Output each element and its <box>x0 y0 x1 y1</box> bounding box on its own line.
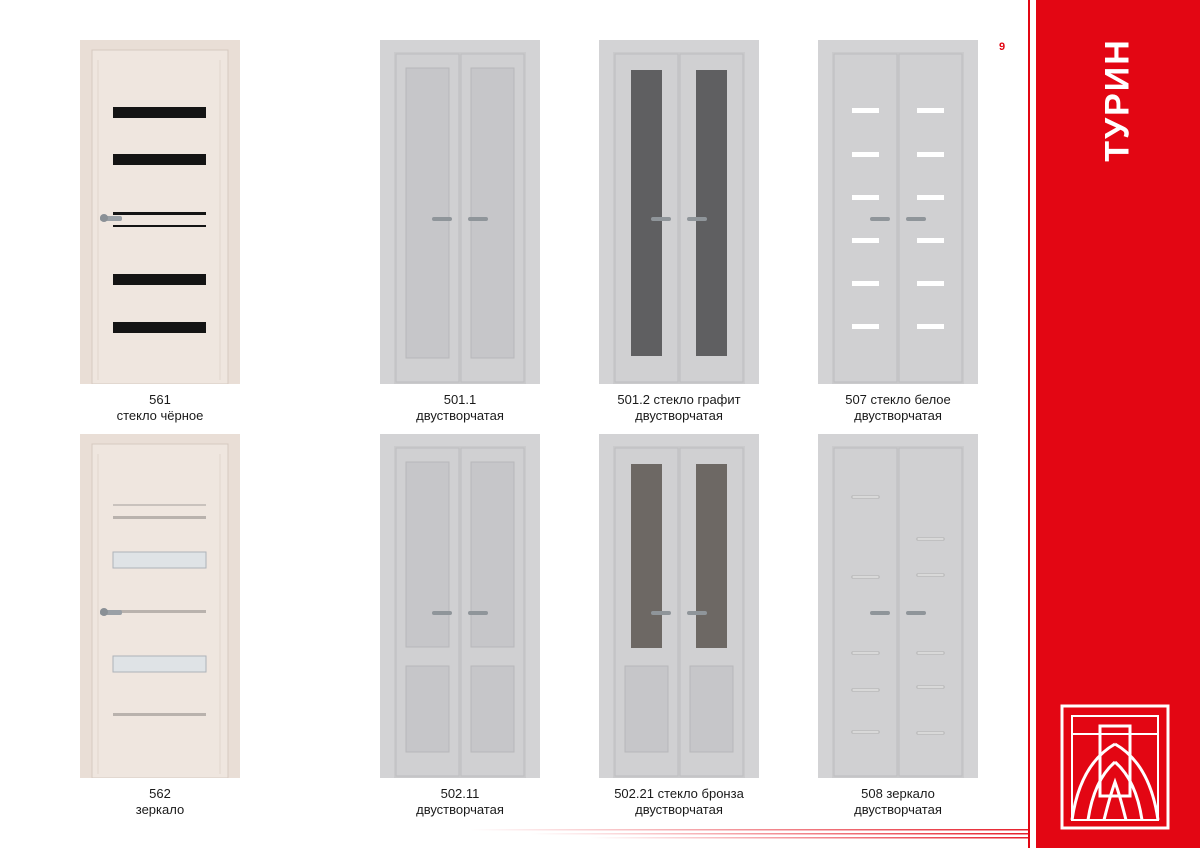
door-model-501-2: 501.2 стекло графит <box>617 392 741 407</box>
door-model-561: 561 <box>149 392 171 407</box>
door-caption-502-11 <box>340 786 580 818</box>
door-model-508: 508 зеркало <box>861 786 935 801</box>
door-caption-507 <box>778 392 1018 424</box>
door-model-502-21: 502.21 стекло бронза <box>614 786 744 801</box>
door-image-501-2 <box>599 40 759 384</box>
door-model-501-1: 501.1 <box>443 392 477 407</box>
door-image-508 <box>818 434 978 778</box>
door-image-507 <box>818 40 978 384</box>
door-image-561 <box>80 40 240 384</box>
door-image-502-21 <box>599 434 759 778</box>
door-image-501-1 <box>380 40 540 384</box>
brand-logo-icon <box>1060 704 1170 830</box>
door-caption-561 <box>40 392 280 424</box>
door-desc-508: двустворчатая <box>854 802 942 817</box>
door-caption-562 <box>40 786 280 818</box>
door-caption-501-2 <box>559 392 799 424</box>
door-desc-502-21: двустворчатая <box>635 802 723 817</box>
door-desc-507: двустворчатая <box>854 408 942 423</box>
door-desc-501-1: двустворчатая <box>416 408 504 423</box>
series-title: ТУРИН <box>1098 38 1137 162</box>
page-number: 9 <box>998 41 1006 53</box>
door-model-562: 562 <box>149 786 171 801</box>
accent-stripe <box>1028 0 1030 848</box>
door-desc-562: зеркало <box>135 802 185 817</box>
door-model-502-11: 502.11 <box>440 786 480 801</box>
door-desc-561: стекло чёрное <box>116 408 204 423</box>
door-caption-508 <box>778 786 1018 818</box>
door-desc-501-2: двустворчатая <box>635 408 723 423</box>
decorative-lines <box>470 828 1030 842</box>
door-image-502-11 <box>380 434 540 778</box>
door-desc-502-11: двустворчатая <box>416 802 504 817</box>
door-image-562 <box>80 434 240 778</box>
door-caption-501-1 <box>340 392 580 424</box>
door-caption-502-21 <box>559 786 799 818</box>
door-model-507: 507 стекло белое <box>845 392 951 407</box>
